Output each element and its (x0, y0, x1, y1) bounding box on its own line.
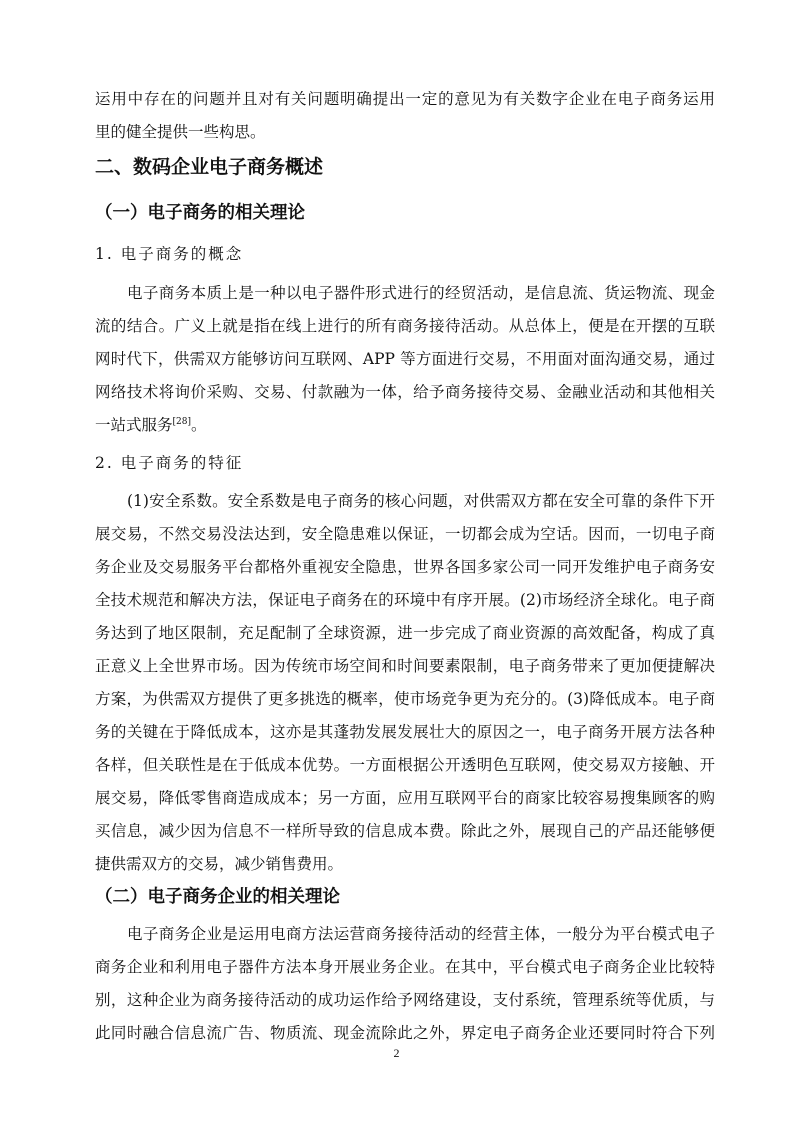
page-number: 2 (393, 1046, 400, 1060)
feature-line-11: 买信息，减少因为信息不一样所导致的信息成本费。除此之外，展现自己的产品还能够便 (95, 822, 715, 840)
concept-line-2: 流的结合。广义上就是指在线上进行的所有商务接待活动。从总体上，便是在开摆的互联 (95, 317, 715, 335)
feature-line-4: 全技术规范和解决方法，保证电子商务在的环境中有序开展。(2)市场经济全球化。电子商 (95, 591, 715, 609)
feature-line-10: 展交易，降低零售商造成成本；另一方面，应用互联网平台的商家比较容易搜集顾客的购 (95, 789, 715, 807)
section-heading: 二、数码企业电子商务概述 (95, 156, 324, 178)
concept-last-punct: 。 (191, 416, 207, 434)
feature-line-3: 务企业及交易服务平台都格外重视安全隐患，世界各国多家公司一同开发维护电子商务安 (95, 558, 715, 576)
subsection-heading-2: （二）电子商务企业的相关理论 (95, 887, 340, 907)
feature-line-8: 务的关键在于降低成本，这亦是其蓬勃发展发展壮大的原因之一，电子商务开展方法各种 (95, 723, 715, 741)
feature-line-9: 各样，但关联性是在于低成本优势。一方面根据公开透明色互联网，使交易双方接触、开 (95, 756, 715, 774)
feature-line-2: 展交易，不然交易没法达到，安全隐患难以保证，一切都会成为空话。因而，一切电子商 (95, 525, 715, 543)
enterprise-line-1: 电子商务企业是运用电商方法运营商务接待活动的经营主体，一般分为平台模式电子 (127, 925, 715, 943)
concept-line-4: 网络技术将询价采购、交易、付款融为一体，给予商务接待交易、金融业活动和其他相关 (95, 383, 715, 401)
feature-line-1: (1)安全系数。安全系数是电子商务的核心问题，对供需双方都在安全可靠的条件下开 (127, 492, 715, 510)
feature-line-7: 方案，为供需双方提供了更多挑选的概率，使市场竞争更为充分的。(3)降低成本。电子商 (95, 690, 715, 708)
item-heading-1: 1. 电子商务的概念 (95, 245, 244, 263)
concept-line-1: 电子商务本质上是一种以电子器件形式进行的经贸活动，是信息流、货运物流、现金 (127, 284, 715, 302)
enterprise-line-2: 商务企业和利用电子器件方法本身开展业务企业。在其中，平台模式电子商务企业比较特 (95, 958, 715, 976)
concept-line-3: 网时代下，供需双方能够访问互联网、APP 等方面进行交易，不用面对面沟通交易，通过 (95, 350, 715, 368)
feature-line-12: 捷供需双方的交易，减少销售费用。 (95, 855, 344, 873)
item-heading-2: 2. 电子商务的特征 (95, 454, 244, 472)
enterprise-line-4: 此同时融合信息流广告、物质流、现金流除此之外，界定电子商务企业还要同时符合下列 (95, 1024, 715, 1042)
enterprise-line-3: 别，这种企业为商务接待活动的成功运作给予网络建设，支付系统，管理系统等优质，与 (95, 991, 715, 1009)
concept-last-text: 一站式服务 (95, 416, 173, 434)
intro-line-2: 里的健全提供一些构思。 (95, 123, 266, 141)
subsection-heading-1: （一）电子商务的相关理论 (95, 203, 305, 223)
feature-line-6: 正意义上全世界市场。因为传统市场空间和时间要素限制，电子商务带来了更加便捷解决 (95, 657, 715, 675)
citation: [28] (172, 417, 191, 427)
intro-line-1: 运用中存在的问题并且对有关问题明确提出一定的意见为有关数字企业在电子商务运用 (95, 90, 715, 108)
feature-line-5: 务达到了地区限制，充足配制了全球资源，进一步完成了商业资源的高效配备，构成了真 (95, 624, 715, 642)
concept-line-5 (95, 415, 715, 435)
